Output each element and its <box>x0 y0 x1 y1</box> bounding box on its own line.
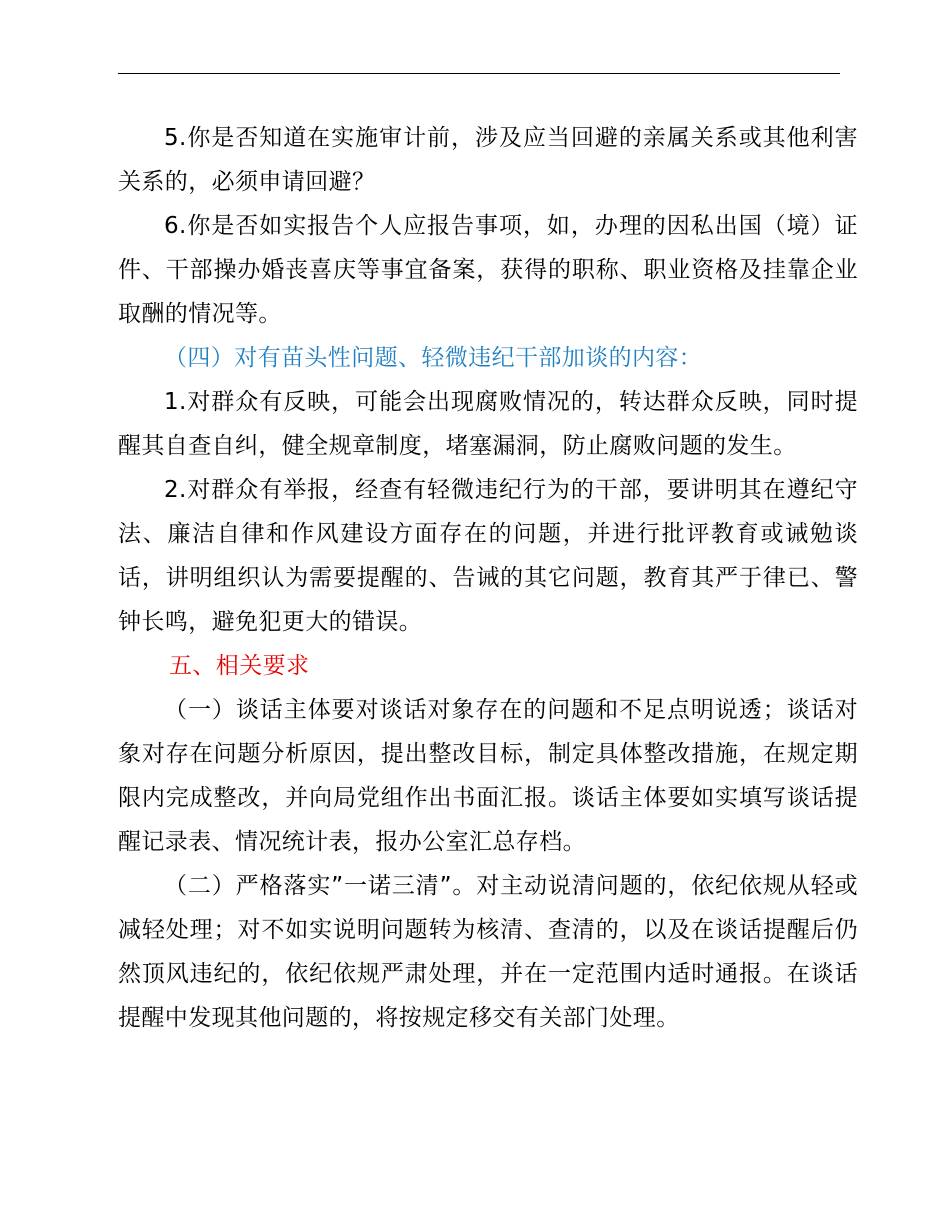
paragraph-item-6: 6.你是否如实报告个人应报告事项，如，办理的因私出国（境）证件、干部操办婚丧喜庆等事宜备案，获得的职称、职业资格及挂靠企业取酬的情况等。 <box>118 213 858 327</box>
section-heading-5: 五、相关要求 <box>169 653 310 679</box>
paragraph-item-1: 1.对群众有反映，可能会出现腐败情况的，转达群众反映，同时提醒其自查自纠，健全规章制度，堵塞漏洞，防止腐败问题的发生。 <box>118 389 858 459</box>
paragraph-requirement-1: （一）谈话主体要对谈话对象存在的问题和不足点明说透；谈话对象对存在问题分析原因，提出整改目标，制定具体整改措施，在规定期限内完成整改，并向局党组作出书面汇报。谈话主体要如实填写谈话提醒记录表、情况统计表，报办公室汇总存档。 <box>118 697 858 855</box>
document-body <box>118 116 858 1040</box>
paragraph-item-5: 5.你是否知道在实施审计前，涉及应当回避的亲属关系或其他利害关系的，必须申请回避？ <box>118 125 858 195</box>
subheading-4: （四）对有苗头性问题、轻微违纪干部加谈的内容： <box>164 345 703 371</box>
paragraph-requirement-2: （二）严格落实”一诺三清”。对主动说清问题的，依纪依规从轻或减轻处理；对不如实说明问题转为核清、查清的，以及在谈话提醒后仍然顶风违纪的，依纪依规严肃处理，并在一定范围内适时通报。在谈话提醒中发现其他问题的，将按规定移交有关部门处理。 <box>118 873 858 1031</box>
header-rule <box>118 73 840 74</box>
paragraph-item-2: 2.对群众有举报，经查有轻微违纪行为的干部，要讲明其在遵纪守法、廉洁自律和作风建设方面存在的问题，并进行批评教育或诫勉谈话，讲明组织认为需要提醒的、告诫的其它问题，教育其严于律已、警钟长鸣，避免犯更大的错误。 <box>118 477 858 635</box>
